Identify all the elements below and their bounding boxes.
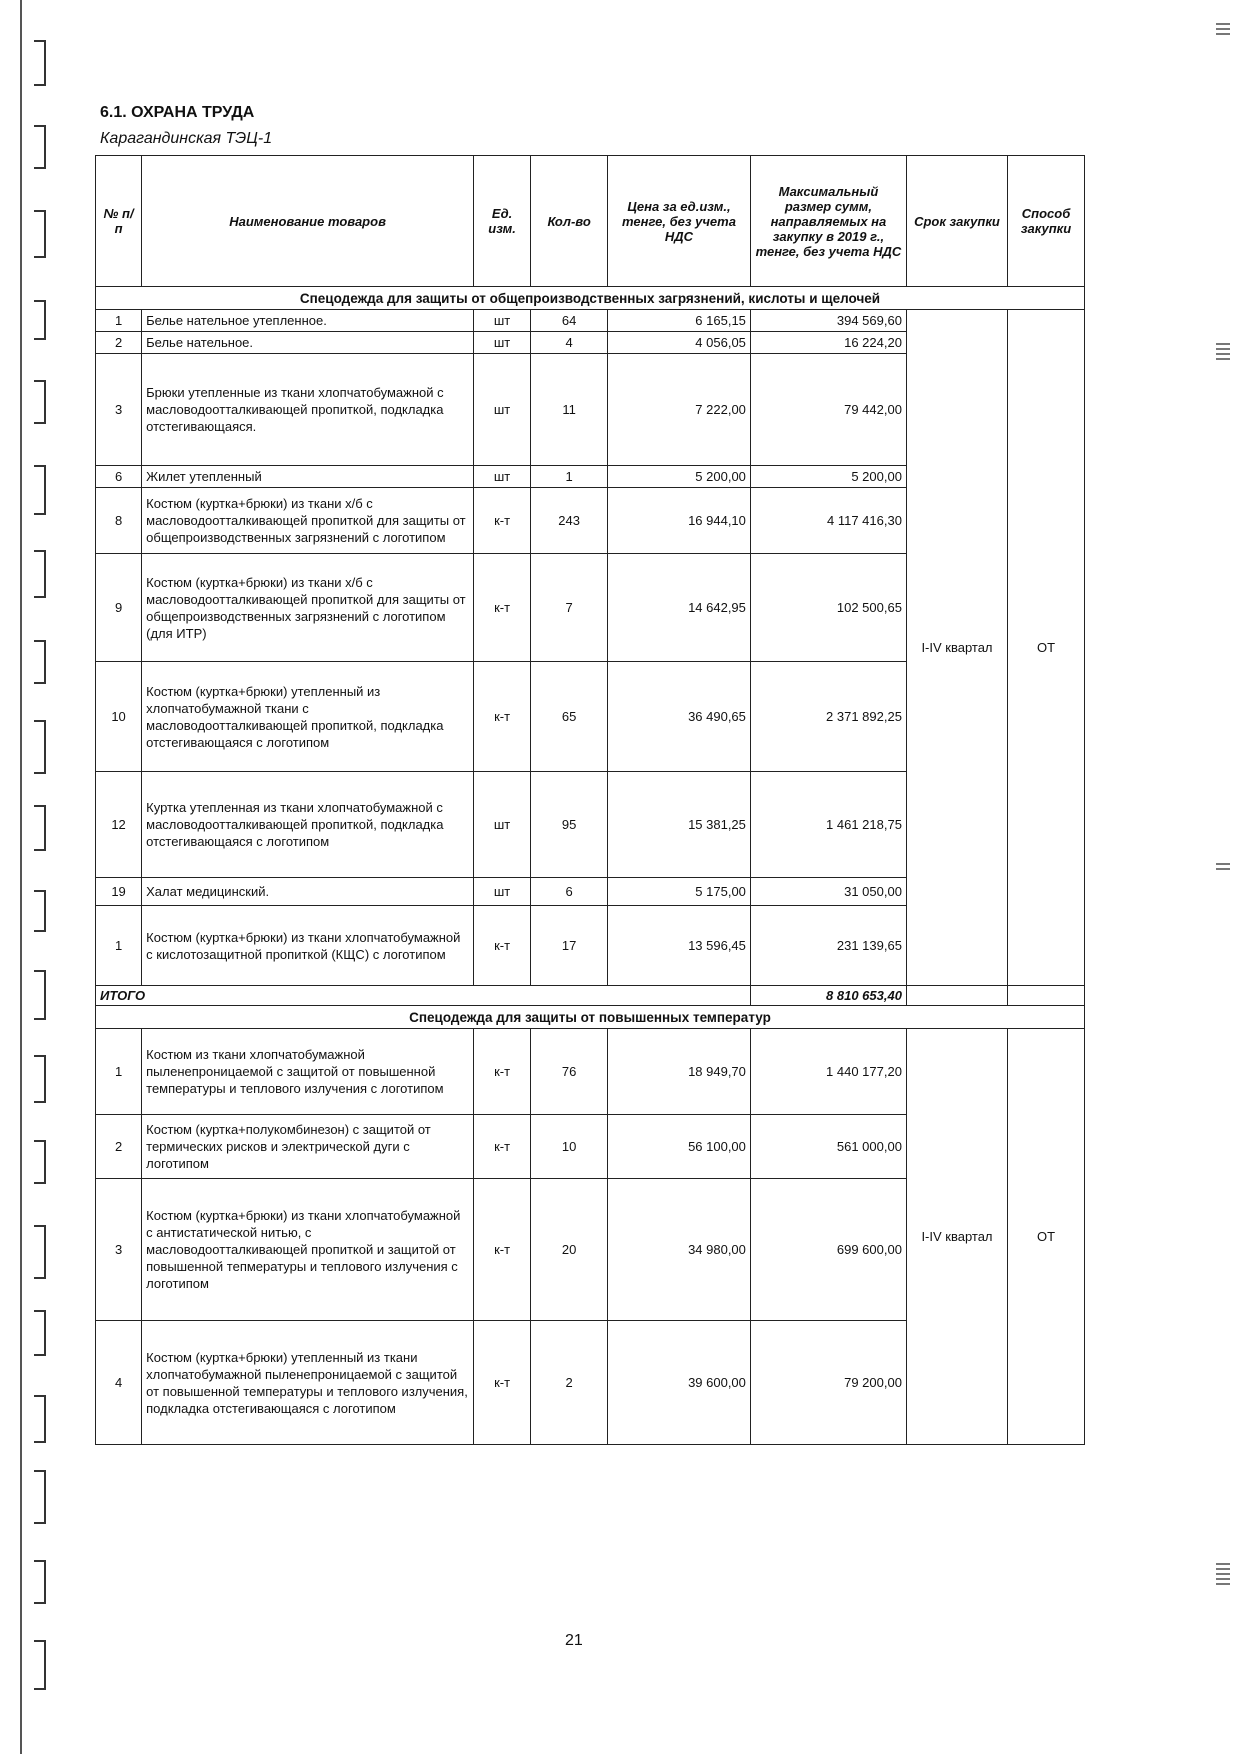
item-price: 16 944,10 [608, 488, 751, 554]
binder-mark [34, 125, 46, 169]
item-name: Костюм (куртка+полукомбинезон) с защитой от термических рисков и электрической дуги с логотипом [142, 1115, 474, 1179]
item-price: 14 642,95 [608, 554, 751, 662]
group-title: Спецодежда для защиты от общепроизводственных загрязнений, кислоты и щелочей [96, 287, 1085, 310]
item-price: 6 165,15 [608, 310, 751, 332]
scan-edge-mark [1216, 1560, 1230, 1588]
item-unit: шт [474, 878, 531, 906]
binder-mark [34, 970, 46, 1020]
item-sum: 5 200,00 [750, 466, 906, 488]
header-price: Цена за ед.изм., тенге, без учета НДС [608, 156, 751, 287]
section-title: 6.1. ОХРАНА ТРУДА [100, 104, 255, 121]
binder-mark [34, 805, 46, 851]
item-qty: 6 [531, 878, 608, 906]
item-unit: к-т [474, 488, 531, 554]
group-heading-row [96, 1006, 1085, 1029]
row-number: 8 [96, 488, 142, 554]
plant-subtitle: Карагандинская ТЭЦ-1 [100, 130, 273, 147]
item-name: Костюм (куртка+брюки) из ткани х/б с масловодоотталкивающей пропиткой для защиты от общепроизводственных загрязнений с логотипом [142, 488, 474, 554]
item-qty: 17 [531, 906, 608, 986]
row-number: 6 [96, 466, 142, 488]
binder-mark [34, 1055, 46, 1103]
total-label: ИТОГО [96, 986, 751, 1006]
item-unit: шт [474, 354, 531, 466]
total-term-empty [906, 986, 1007, 1006]
purchase-term: I-IV квартал [906, 310, 1007, 986]
row-number: 12 [96, 772, 142, 878]
group-title: Спецодежда для защиты от повышенных температур [96, 1006, 1085, 1029]
binder-mark [34, 300, 46, 340]
item-qty: 243 [531, 488, 608, 554]
item-qty: 10 [531, 1115, 608, 1179]
page-number: 21 [565, 1632, 583, 1649]
item-sum: 79 442,00 [750, 354, 906, 466]
item-name: Костюм из ткани хлопчатобумажной пыленепроницаемой с защитой от повышенной температуры и теплового излучения с логотипом [142, 1029, 474, 1115]
item-qty: 20 [531, 1179, 608, 1321]
row-number: 10 [96, 662, 142, 772]
item-unit: к-т [474, 1115, 531, 1179]
binder-mark [34, 1395, 46, 1443]
item-name: Белье нательное. [142, 332, 474, 354]
row-number: 4 [96, 1321, 142, 1445]
item-unit: к-т [474, 1029, 531, 1115]
total-method-empty [1008, 986, 1085, 1006]
item-sum: 2 371 892,25 [750, 662, 906, 772]
item-sum: 699 600,00 [750, 1179, 906, 1321]
item-price: 39 600,00 [608, 1321, 751, 1445]
row-number: 3 [96, 1179, 142, 1321]
item-unit: шт [474, 332, 531, 354]
table-row [96, 1029, 1085, 1115]
total-sum: 8 810 653,40 [750, 986, 906, 1006]
total-row [96, 986, 1085, 1006]
binder-mark [34, 210, 46, 258]
item-qty: 4 [531, 332, 608, 354]
header-no: № п/п [96, 156, 142, 287]
item-name: Костюм (куртка+брюки) из ткани х/б с масловодоотталкивающей пропиткой для защиты от общепроизводственных загрязнений с логотипом (для ИТР) [142, 554, 474, 662]
binder-mark [34, 1640, 46, 1690]
row-number: 2 [96, 1115, 142, 1179]
binder-mark [34, 550, 46, 598]
item-sum: 4 117 416,30 [750, 488, 906, 554]
item-name: Куртка утепленная из ткани хлопчатобумажной с масловодоотталкивающей пропиткой, подкладка отстегивающаяся с логотипом [142, 772, 474, 878]
scan-edge-mark [1216, 20, 1230, 38]
binder-mark [34, 640, 46, 684]
header-qty: Кол-во [531, 156, 608, 287]
binder-holes [6, 0, 46, 1754]
binder-mark [34, 1560, 46, 1604]
row-number: 2 [96, 332, 142, 354]
binder-mark [34, 40, 46, 86]
item-price: 5 200,00 [608, 466, 751, 488]
item-name: Костюм (куртка+брюки) из ткани хлопчатобумажной с антистатической нитью, с масловодоотталкивающей пропиткой и защитой от повышенной тепмературы и теплового излучения с логотипом [142, 1179, 474, 1321]
item-qty: 11 [531, 354, 608, 466]
item-sum: 1 440 177,20 [750, 1029, 906, 1115]
item-unit: шт [474, 310, 531, 332]
item-sum: 561 000,00 [750, 1115, 906, 1179]
item-name: Костюм (куртка+брюки) утепленный из хлопчатобумажной ткани с масловодоотталкивающей пропиткой, подкладка отстегивающаяся с логотипом [142, 662, 474, 772]
item-price: 56 100,00 [608, 1115, 751, 1179]
item-price: 13 596,45 [608, 906, 751, 986]
item-qty: 65 [531, 662, 608, 772]
item-sum: 16 224,20 [750, 332, 906, 354]
binder-rule [20, 0, 22, 1754]
purchase-term: I-IV квартал [906, 1029, 1007, 1445]
binder-mark [34, 380, 46, 424]
item-sum: 79 200,00 [750, 1321, 906, 1445]
binder-mark [34, 1470, 46, 1524]
item-price: 15 381,25 [608, 772, 751, 878]
item-price: 36 490,65 [608, 662, 751, 772]
item-name: Костюм (куртка+брюки) из ткани хлопчатобумажной с кислотозащитной пропиткой (КЩС) с логотипом [142, 906, 474, 986]
item-sum: 394 569,60 [750, 310, 906, 332]
item-name: Костюм (куртка+брюки) утепленный из ткани хлопчатобумажной пыленепроницаемой с защитой от повышенной температуры и теплового излучения, подкладка отстегивающаяся с логотипом [142, 1321, 474, 1445]
item-sum: 102 500,65 [750, 554, 906, 662]
scan-edge-mark [1216, 340, 1230, 363]
row-number: 19 [96, 878, 142, 906]
item-price: 4 056,05 [608, 332, 751, 354]
item-qty: 1 [531, 466, 608, 488]
binder-mark [34, 720, 46, 774]
item-unit: шт [474, 772, 531, 878]
item-qty: 7 [531, 554, 608, 662]
binder-mark [34, 465, 46, 515]
item-price: 7 222,00 [608, 354, 751, 466]
header-unit: Ед. изм. [474, 156, 531, 287]
item-price: 5 175,00 [608, 878, 751, 906]
item-name: Брюки утепленные из ткани хлопчатобумажной с масловодоотталкивающей пропиткой, подкладка отстегивающаяся. [142, 354, 474, 466]
procurement-table [95, 155, 1085, 1445]
binder-mark [34, 1140, 46, 1184]
item-sum: 1 461 218,75 [750, 772, 906, 878]
header-term: Срок закупки [906, 156, 1007, 287]
header-max-sum: Максимальный размер сумм, направляемых на закупку в 2019 г., тенге, без учета НДС [750, 156, 906, 287]
item-unit: к-т [474, 554, 531, 662]
item-unit: к-т [474, 1321, 531, 1445]
table-row [96, 310, 1085, 332]
item-qty: 2 [531, 1321, 608, 1445]
item-qty: 64 [531, 310, 608, 332]
row-number: 1 [96, 310, 142, 332]
item-qty: 76 [531, 1029, 608, 1115]
item-unit: шт [474, 466, 531, 488]
item-unit: к-т [474, 906, 531, 986]
binder-mark [34, 1225, 46, 1279]
item-unit: к-т [474, 662, 531, 772]
row-number: 9 [96, 554, 142, 662]
header-name: Наименование товаров [142, 156, 474, 287]
item-qty: 95 [531, 772, 608, 878]
header-method: Способ закупки [1008, 156, 1085, 287]
row-number: 1 [96, 1029, 142, 1115]
item-price: 34 980,00 [608, 1179, 751, 1321]
row-number: 3 [96, 354, 142, 466]
scan-edge-mark [1216, 860, 1230, 873]
item-name: Халат медицинский. [142, 878, 474, 906]
item-name: Белье нательное утепленное. [142, 310, 474, 332]
table-header-row [96, 156, 1085, 287]
binder-mark [34, 890, 46, 932]
row-number: 1 [96, 906, 142, 986]
item-unit: к-т [474, 1179, 531, 1321]
purchase-method: ОТ [1008, 310, 1085, 986]
binder-mark [34, 1310, 46, 1356]
group-heading-row [96, 287, 1085, 310]
item-price: 18 949,70 [608, 1029, 751, 1115]
item-sum: 31 050,00 [750, 878, 906, 906]
item-name: Жилет утепленный [142, 466, 474, 488]
purchase-method: ОТ [1008, 1029, 1085, 1445]
item-sum: 231 139,65 [750, 906, 906, 986]
